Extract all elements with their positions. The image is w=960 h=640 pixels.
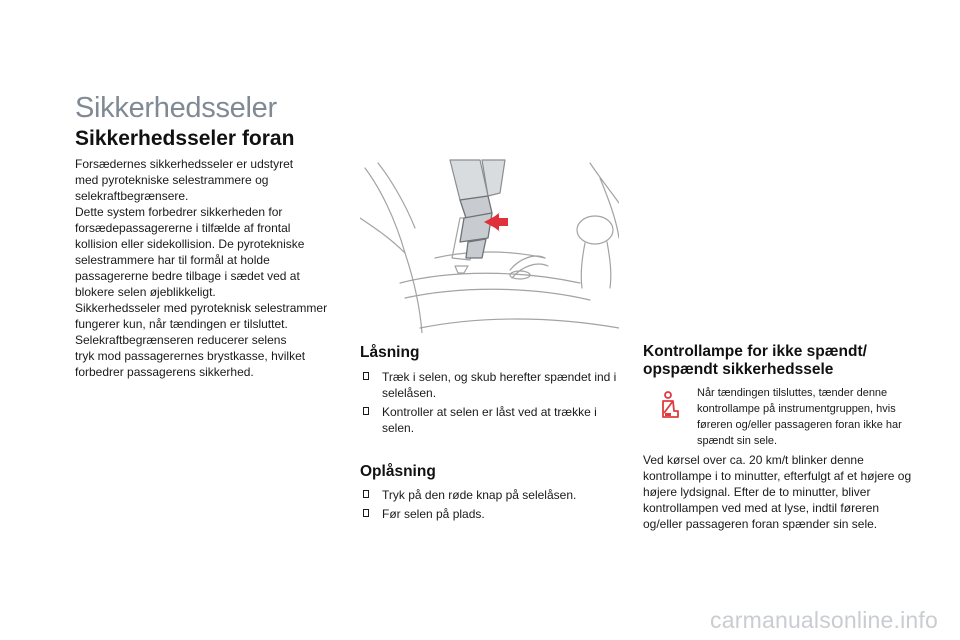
intro-line: blokere selen øjeblikkeligt. <box>75 285 216 299</box>
list-item <box>360 487 622 503</box>
intro-line: kollision eller sidekollision. De pyrotekniske <box>75 237 305 251</box>
list-item <box>360 404 622 436</box>
list-item <box>360 506 622 522</box>
section-title: Sikkerhedsseler foran <box>75 127 295 150</box>
unlocking-step: Tryk på den røde knap på selelåsen. <box>382 488 577 502</box>
locking-title: Låsning <box>360 344 420 361</box>
warning-paragraph: Ved kørsel over ca. 20 km/t blinker denne kontrollampe i to minutter, efterfulgt af et højere og højere lydsignal. Efter de to minutter, bliver kontrollampen ved med at lyse, indtil føreren og/eller passageren foran spænder sin sele. <box>643 453 912 531</box>
intro-line: Forsædernes sikkerhedsseler er udstyret <box>75 157 294 171</box>
seatbelt-warning-icon <box>659 391 681 419</box>
intro-line: tryk mod passagerernes brystkasse, hvilket <box>75 349 306 363</box>
seatbelt-buckle-drawing <box>360 158 619 333</box>
unlocking-list <box>360 487 622 525</box>
page-title: Sikkerhedsseler <box>75 92 277 124</box>
warning-title-line: opspændt sikkerhedssele <box>643 361 834 378</box>
unlocking-step: Før selen på plads. <box>382 507 485 521</box>
locking-step: Kontroller at selen er låst ved at trække i selen. <box>382 405 597 435</box>
bullet-box-icon <box>363 490 369 498</box>
warning-title <box>643 343 867 379</box>
seatbelt-buckle-illustration <box>360 158 619 333</box>
intro-line: Sikkerhedsseler med pyroteknisk selestrammer <box>75 301 328 315</box>
intro-line: forbedrer passagerens sikkerhed. <box>75 365 254 379</box>
intro-line: med pyrotekniske selestrammere og <box>75 173 269 187</box>
intro-line: selekraftbegrænsere. <box>75 189 189 203</box>
intro-line: Selekraftbegrænseren reducerer selens <box>75 333 287 347</box>
intro-line: Dette system forbedrer sikkerheden for <box>75 205 283 219</box>
list-item <box>360 369 622 401</box>
intro-line: fungerer kun, når tændingen er tilsluttet. <box>75 317 288 331</box>
warning-lamp-text: Når tændingen tilsluttes, tænder denne kontrollampe på instrumentgruppen, hvis føreren og/eller passageren foran ikke har spændt sin sele. <box>697 387 902 447</box>
bullet-box-icon <box>363 372 369 380</box>
intro-line: selestrammere har til formål at holde <box>75 253 270 267</box>
locking-list <box>360 369 622 439</box>
intro-text <box>75 156 350 380</box>
warning-title-line: Kontrollampe for ikke spændt/ <box>643 343 867 360</box>
bullet-box-icon <box>363 407 369 415</box>
intro-line: forsædepassagererne i tilfælde af frontal <box>75 221 291 235</box>
watermark: carmanualsonline.info <box>710 607 938 633</box>
intro-line: passagererne bedre tilbage i sædet ved at <box>75 269 300 283</box>
bullet-box-icon <box>363 509 369 517</box>
locking-step: Træk i selen, og skub herefter spændet ind i selelåsen. <box>382 370 617 400</box>
unlocking-title: Oplåsning <box>360 463 436 480</box>
